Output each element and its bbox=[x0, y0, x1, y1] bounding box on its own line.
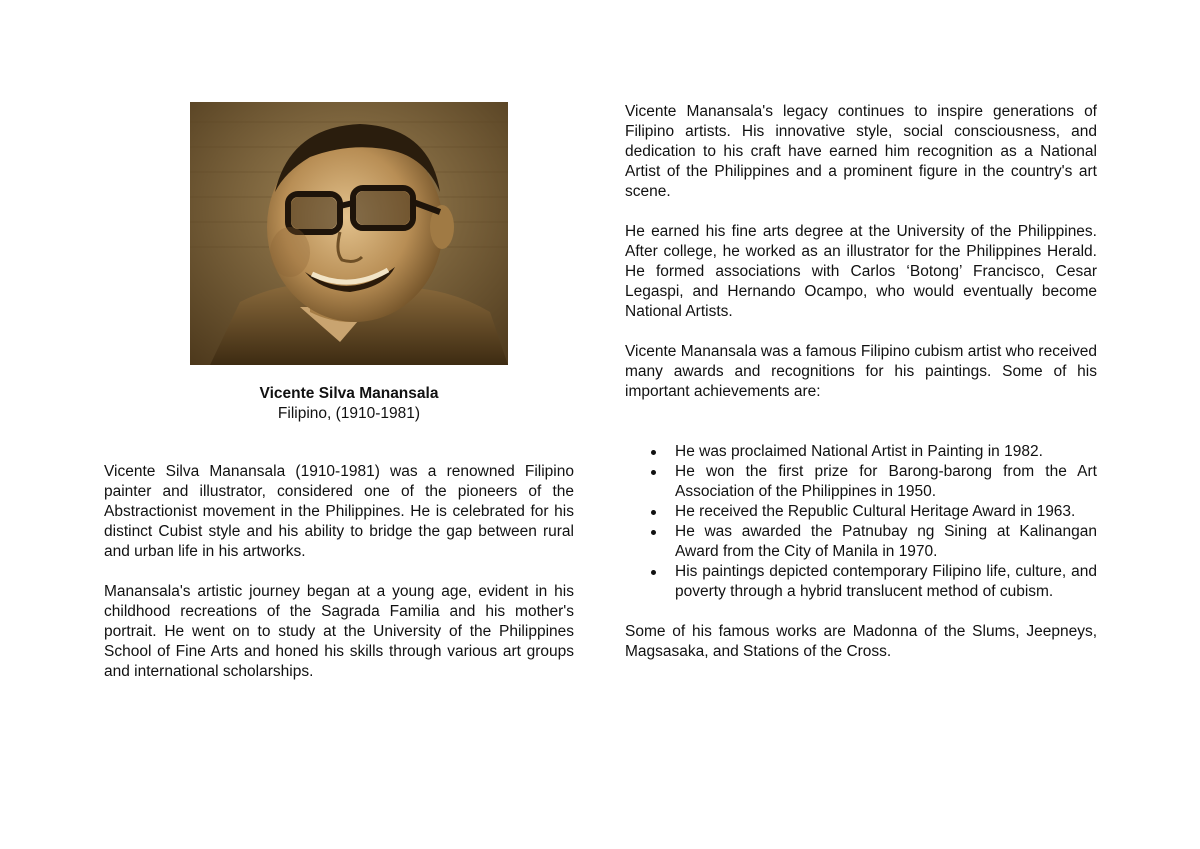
paragraph: Vicente Silva Manansala (1910-1981) was a renowned Filipino painter and illustrator, considered one of the pioneers of the Abstractionist movement in the Philippines. He is celebrated for his distinct Cubist style and his ability to bridge the gap between rural and urban life in his artworks. bbox=[104, 463, 574, 560]
list-item: He was awarded the Patnubay ng Sining at Kalinangan Award from the City of Manila in 1970. bbox=[675, 523, 1097, 560]
paragraph: He earned his fine arts degree at the University of the Philippines. After college, he worked as an illustrator for the Philippines Herald. He formed associations with Carlos ‘Botong’ Francisco, Cesar Legaspi, and Hernando Ocampo, who would eventually become National Artists. bbox=[625, 223, 1097, 320]
artist-name: Vicente Silva Manansala bbox=[259, 385, 439, 402]
portrait-photo bbox=[190, 102, 508, 365]
achievements-list bbox=[625, 442, 1097, 602]
paragraph: Vicente Manansala was a famous Filipino cubism artist who received many awards and recognitions for his paintings. Some of his important achievements are: bbox=[625, 343, 1097, 400]
list-item: His paintings depicted contemporary Filipino life, culture, and poverty through a hybrid translucent method of cubism. bbox=[675, 563, 1097, 600]
left-column bbox=[104, 462, 574, 702]
artist-nationality-dates: Filipino, (1910-1981) bbox=[277, 405, 421, 422]
paragraph: Vicente Manansala's legacy continues to inspire generations of Filipino artists. His innovative style, social consciousness, and dedication to his craft have earned him recognition as a National Artist of the Philippines and a prominent figure in the country's art scene. bbox=[625, 103, 1097, 200]
paragraph: Manansala's artistic journey began at a young age, evident in his childhood recreations of the Sagrada Familia and his mother's portrait. He went on to study at the University of the Philippines School of Fine Arts and honed his skills through various art groups and international scholarships. bbox=[104, 583, 574, 680]
closing-paragraph: Some of his famous works are Madonna of the Slums, Jeepneys, Magsasaka, and Stations of the Cross. bbox=[625, 623, 1097, 660]
list-item: He won the first prize for Barong-barong from the Art Association of the Philippines in 1950. bbox=[675, 463, 1097, 500]
right-column bbox=[625, 102, 1097, 682]
portrait-caption bbox=[190, 384, 508, 424]
list-item: He received the Republic Cultural Heritage Award in 1963. bbox=[675, 502, 1097, 522]
spacer bbox=[625, 422, 1097, 442]
list-item: He was proclaimed National Artist in Painting in 1982. bbox=[675, 442, 1097, 462]
